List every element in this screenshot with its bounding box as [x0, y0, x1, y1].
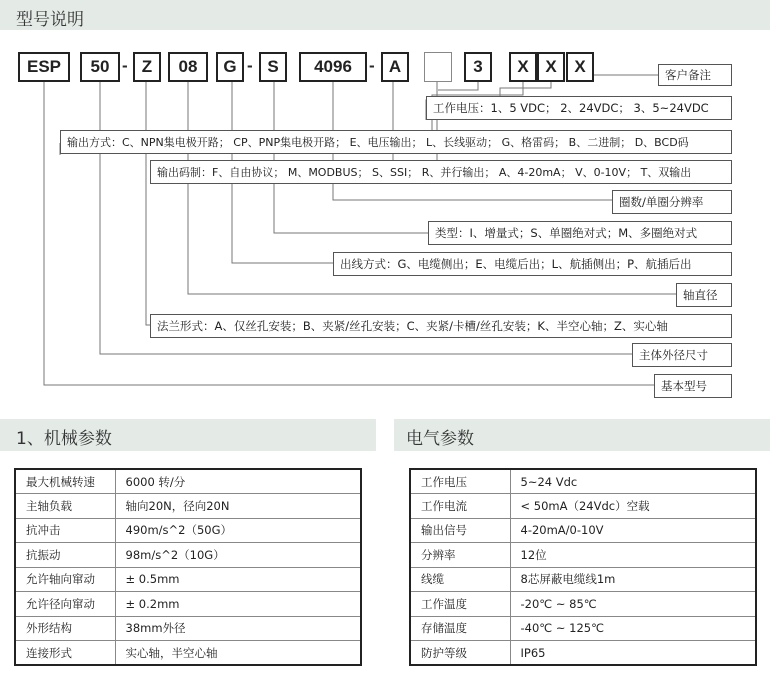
table-row — [15, 616, 361, 641]
mech-value: 6000 转/分 — [115, 469, 361, 494]
label-voltage: 工作电压：1、5 VDC； 2、24VDC； 3、5~24VDC — [426, 96, 732, 120]
mech-key: 抗冲击 — [15, 518, 115, 543]
elec-key: 输出信号 — [410, 518, 510, 543]
table-row — [15, 518, 361, 543]
elec-key: 防护等级 — [410, 641, 510, 666]
elec-value: 4-20mA/0-10V — [510, 518, 756, 543]
table-row — [15, 567, 361, 592]
elec-value: 12位 — [510, 543, 756, 568]
label-resolution: 圈数/单圈分辨率 — [612, 190, 732, 214]
label-cable-exit: 出线方式：G、电缆侧出；E、电缆后出；L、航插侧出；P、航插后出 — [333, 252, 732, 276]
code-box-a: A — [381, 52, 409, 82]
code-box-z: Z — [133, 52, 161, 82]
table-row — [15, 494, 361, 519]
code-dash: - — [369, 56, 375, 75]
mech-value: 实心轴，半空心轴 — [115, 641, 361, 666]
label-basic-model: 基本型号 — [654, 374, 732, 398]
elec-key: 分辨率 — [410, 543, 510, 568]
mech-key: 最大机械转速 — [15, 469, 115, 494]
table-row — [410, 469, 756, 494]
elec-key: 存储温度 — [410, 616, 510, 641]
code-box-x3: X — [566, 52, 594, 82]
code-box-esp: ESP — [18, 52, 70, 82]
table-row — [410, 494, 756, 519]
table-row — [410, 641, 756, 666]
mech-key: 抗振动 — [15, 543, 115, 568]
elec-value: < 50mA（24Vdc）空载 — [510, 494, 756, 519]
table-row — [410, 616, 756, 641]
elec-table — [409, 468, 757, 666]
elec-value: 5~24 Vdc — [510, 469, 756, 494]
mech-value: ± 0.2mm — [115, 592, 361, 617]
label-type: 类型：I、增量式；S、单圈绝对式；M、多圈绝对式 — [428, 221, 732, 245]
label-shaft-diameter: 轴直径 — [676, 283, 732, 307]
mech-key: 外形结构 — [15, 616, 115, 641]
mech-value: 轴向20N，径向20N — [115, 494, 361, 519]
label-customer-note: 客户备注 — [658, 64, 732, 86]
mech-heading: 1、机械参数 — [16, 429, 112, 449]
elec-value: 8芯屏蔽电缆线1m — [510, 567, 756, 592]
code-box-g: G — [216, 52, 244, 82]
elec-value: -20℃ ~ 85℃ — [510, 592, 756, 617]
elec-value: IP65 — [510, 641, 756, 666]
mech-key: 允许轴向窜动 — [15, 567, 115, 592]
code-dash: - — [247, 56, 253, 75]
table-row — [410, 567, 756, 592]
table-row — [410, 543, 756, 568]
mech-key: 主轴负载 — [15, 494, 115, 519]
elec-key: 工作温度 — [410, 592, 510, 617]
code-box-x2: X — [537, 52, 565, 82]
mech-value: 38mm外径 — [115, 616, 361, 641]
mech-table — [14, 468, 362, 666]
mech-key: 连接形式 — [15, 641, 115, 666]
table-row — [15, 592, 361, 617]
table-row — [15, 469, 361, 494]
code-box-x1: X — [509, 52, 537, 82]
code-box-50: 50 — [80, 52, 120, 82]
label-flange: 法兰形式：A、仅丝孔安装；B、夹紧/丝孔安装；C、夹紧/卡槽/丝孔安装；K、半空心轴；Z、实心轴 — [150, 314, 732, 338]
code-box-08: 08 — [168, 52, 208, 82]
table-row — [15, 641, 361, 666]
elec-value: -40℃ ~ 125℃ — [510, 616, 756, 641]
table-row — [15, 543, 361, 568]
label-body-diameter: 主体外径尺寸 — [632, 343, 732, 367]
table-row — [410, 592, 756, 617]
mech-value: ± 0.5mm — [115, 567, 361, 592]
code-box-empty — [424, 52, 452, 82]
mech-value: 98m/s^2（10G） — [115, 543, 361, 568]
elec-key: 线缆 — [410, 567, 510, 592]
label-output-code: 输出码制：F、自由协议； M、MODBUS； S、SSI； R、并行输出； A、4-20mA； V、0-10V； T、双输出 — [150, 160, 732, 184]
code-dash: - — [122, 56, 128, 75]
mech-value: 490m/s^2（50G） — [115, 518, 361, 543]
elec-key: 工作电压 — [410, 469, 510, 494]
mech-key: 允许径向窜动 — [15, 592, 115, 617]
table-row — [410, 518, 756, 543]
label-output-mode: 输出方式：C、NPN集电极开路； CP、PNP集电极开路； E、电压输出； L、长线驱动； G、格雷码； B、二进制； D、BCD码 — [60, 130, 732, 154]
code-box-4096: 4096 — [299, 52, 367, 82]
elec-key: 工作电流 — [410, 494, 510, 519]
code-box-3: 3 — [464, 52, 492, 82]
code-box-s: S — [259, 52, 287, 82]
elec-heading: 电气参数 — [406, 429, 474, 449]
page-title: 型号说明 — [16, 10, 84, 30]
